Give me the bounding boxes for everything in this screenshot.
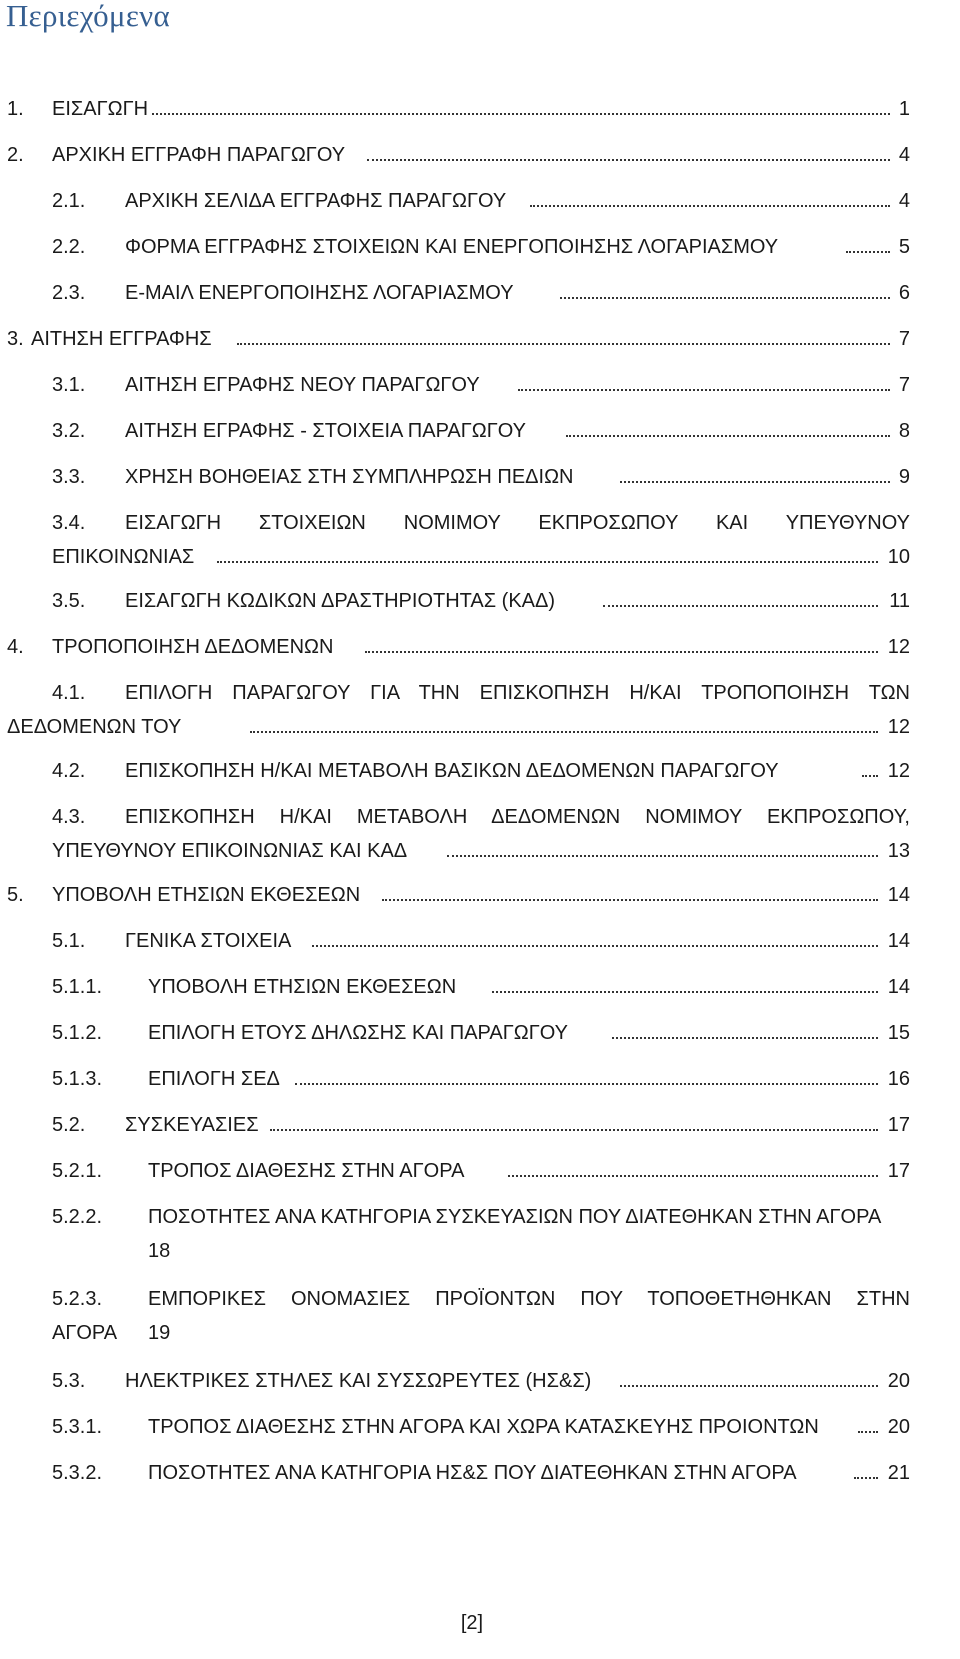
toc-entry-3-1[interactable] — [0, 370, 960, 410]
toc-page: 5 — [898, 236, 910, 258]
toc-number: 2. — [7, 144, 24, 166]
toc-label-continued: ΑΓΟΡΑ — [52, 1322, 118, 1344]
toc-page: 18 — [148, 1240, 171, 1262]
toc-leader — [367, 159, 890, 161]
toc-leader — [612, 1037, 878, 1039]
toc-page: 8 — [898, 420, 910, 442]
toc-number: 4.2. — [52, 760, 86, 782]
toc-page: 12 — [887, 760, 910, 782]
toc-entry-5-2-3[interactable] — [0, 1284, 960, 1356]
toc-leader — [518, 389, 890, 391]
toc-entry-3-2[interactable] — [0, 416, 960, 456]
toc-number: 5.2. — [52, 1114, 86, 1136]
toc-page: 15 — [887, 1022, 910, 1044]
toc-label: ΑΡΧΙΚΗ ΣΕΛΙΔΑ ΕΓΓΡΑΦΗΣ ΠΑΡΑΓΩΓΟΥ — [125, 190, 507, 212]
toc-leader — [560, 297, 890, 299]
toc-label: ΦΟΡΜΑ ΕΓΓΡΑΦΗΣ ΣΤΟΙΧΕΙΩΝ ΚΑΙ ΕΝΕΡΓΟΠΟΙΗΣΗΣ ΛΟΓΑΡΙΑΣΜΟΥ — [125, 236, 779, 258]
toc-number: 3. — [7, 328, 24, 350]
toc-number: 5.2.3. — [52, 1288, 103, 1310]
toc-label: Ε-ΜΑΙΛ ΕΝΕΡΓΟΠΟΙΗΣΗΣ ΛΟΓΑΡΙΑΣΜΟΥ — [125, 282, 514, 304]
toc-number: 5.1.2. — [52, 1022, 103, 1044]
toc-label: ΥΠΟΒΟΛΗ ΕΤΗΣΙΩΝ ΕΚΘΕΣΕΩΝ — [148, 976, 457, 998]
toc-number: 5.2.1. — [52, 1160, 103, 1182]
toc-page: 12 — [887, 636, 910, 658]
toc-page: 17 — [887, 1114, 910, 1136]
toc-leader — [152, 113, 890, 115]
toc-page: 17 — [887, 1160, 910, 1182]
toc-page: 4 — [898, 144, 910, 166]
toc-entry-5-1[interactable] — [0, 926, 960, 966]
toc-leader — [382, 899, 878, 901]
toc-entry-5-2-2[interactable] — [0, 1202, 960, 1274]
toc-page: 12 — [887, 716, 910, 738]
toc-label: ΥΠΟΒΟΛΗ ΕΤΗΣΙΩΝ ΕΚΘΕΣΕΩΝ — [52, 884, 361, 906]
toc-leader — [250, 731, 878, 733]
page-number-footer — [0, 1612, 960, 1635]
toc-number: 4. — [7, 636, 24, 658]
toc-number: 3.4. — [52, 512, 86, 534]
toc-label: ΤΡΟΠΟΠΟΙΗΣΗ ΔΕΔΟΜΕΝΩΝ — [52, 636, 334, 658]
toc-entry-3-4[interactable] — [0, 508, 960, 580]
toc-page: 14 — [887, 884, 910, 906]
toc-label: ΑΡΧΙΚΗ ΕΓΓΡΑΦΗ ΠΑΡΑΓΩΓΟΥ — [52, 144, 346, 166]
toc-entry-4[interactable] — [0, 632, 960, 672]
toc-label: ΕΠΙΛΟΓΗ ΣΕΔ — [148, 1068, 280, 1090]
toc-number: 5.3. — [52, 1370, 86, 1392]
toc-entry-4-2[interactable] — [0, 756, 960, 796]
toc-leader — [295, 1083, 878, 1085]
toc-entry-5-2-1[interactable] — [0, 1156, 960, 1196]
toc-number: 3.3. — [52, 466, 86, 488]
toc-number: 3.5. — [52, 590, 86, 612]
toc-entry-4-1[interactable] — [0, 678, 960, 750]
toc-page: 6 — [898, 282, 910, 304]
toc-leader — [237, 343, 890, 345]
toc-number: 5.1.1. — [52, 976, 103, 998]
toc-number: 4.1. — [52, 682, 86, 704]
toc-entry-2[interactable] — [0, 140, 960, 180]
toc-number: 5.2.2. — [52, 1206, 103, 1228]
toc-leader — [312, 945, 878, 947]
toc-page: 7 — [898, 374, 910, 396]
toc-entry-5-1-3[interactable] — [0, 1064, 960, 1104]
toc-label: ΕΙΣΑΓΩΓΗ ΚΩΔΙΚΩΝ ΔΡΑΣΤΗΡΙΟΤΗΤΑΣ (ΚΑΔ) — [125, 590, 556, 612]
toc-entry-4-3[interactable] — [0, 802, 960, 874]
toc-leader — [270, 1129, 878, 1131]
toc-entry-5-1-2[interactable] — [0, 1018, 960, 1058]
toc-page: 20 — [887, 1370, 910, 1392]
toc-label: ΑΙΤΗΣΗ ΕΓΓΡΑΦΗΣ — [31, 328, 212, 350]
toc-label: ΑΙΤΗΣΗ ΕΓΡΑΦΗΣ - ΣΤΟΙΧΕΙΑ ΠΑΡΑΓΩΓΟΥ — [125, 420, 527, 442]
toc-label-continued: ΔΕΔΟΜΕΝΩΝ ΤΟΥ — [7, 716, 182, 738]
toc-leader — [217, 561, 878, 563]
toc-leader — [620, 1385, 878, 1387]
toc-page: 13 — [887, 840, 910, 862]
toc-page: 7 — [898, 328, 910, 350]
toc-page: 1 — [898, 98, 910, 120]
toc-entry-3[interactable] — [0, 324, 960, 364]
toc-number: 4.3. — [52, 806, 86, 828]
toc-entry-5[interactable] — [0, 880, 960, 920]
toc-entry-2-2[interactable] — [0, 232, 960, 272]
toc-number: 2.1. — [52, 190, 86, 212]
toc-number: 5. — [7, 884, 24, 906]
toc-entry-5-3[interactable] — [0, 1366, 960, 1406]
toc-page: 21 — [887, 1462, 910, 1484]
toc-entry-3-3[interactable] — [0, 462, 960, 502]
toc-page: 11 — [889, 590, 910, 612]
toc-page: 10 — [887, 546, 910, 568]
toc-leader — [508, 1175, 878, 1177]
toc-label: ΓΕΝΙΚΑ ΣΤΟΙΧΕΙΑ — [125, 930, 292, 952]
toc-entry-5-2[interactable] — [0, 1110, 960, 1150]
toc-page: 4 — [898, 190, 910, 212]
toc-leader — [846, 251, 890, 253]
toc-page: 14 — [887, 930, 910, 952]
page-title: Περιεχόμενα — [6, 0, 171, 33]
toc-page: 16 — [887, 1068, 910, 1090]
toc-leader — [447, 855, 878, 857]
toc-page: 20 — [887, 1416, 910, 1438]
toc-leader — [858, 1431, 878, 1433]
toc-entry-5-1-1[interactable] — [0, 972, 960, 1012]
toc-number: 5.3.1. — [52, 1416, 103, 1438]
toc-label: ΤΡΟΠΟΣ ΔΙΑΘΕΣΗΣ ΣΤΗΝ ΑΓΟΡΑ ΚΑΙ ΧΩΡΑ ΚΑΤΑΣΚΕΥΗΣ ΠΡΟΙΟΝΤΩΝ — [148, 1416, 819, 1438]
toc-entry-1[interactable] — [0, 94, 960, 134]
toc-label-continued: ΕΠΙΚΟΙΝΩΝΙΑΣ — [52, 546, 195, 568]
toc-entry-5-3-2[interactable] — [0, 1458, 960, 1498]
toc-entry-5-3-1[interactable] — [0, 1412, 960, 1452]
toc-entry-3-5[interactable] — [0, 586, 960, 626]
toc-label: ΠΟΣΟΤΗΤΕΣ ΑΝΑ ΚΑΤΗΓΟΡΙΑ ΗΣ&Σ ΠΟΥ ΔΙΑΤΕΘΗΚΑΝ ΣΤΗΝ ΑΓΟΡΑ — [148, 1462, 797, 1484]
page-number: [2] — [460, 1612, 484, 1634]
toc-label: ΕΠΙΛΟΓΗ ΠΑΡΑΓΩΓΟΥ ΓΙΑ ΤΗΝ ΕΠΙΣΚΟΠΗΣΗ Η/ΚΑΙ ΤΡΟΠΟΠΟΙΗΣΗ ΤΩΝ — [125, 682, 910, 704]
toc-page: 14 — [887, 976, 910, 998]
toc-leader — [492, 991, 878, 993]
toc-label: ΣΥΣΚΕΥΑΣΙΕΣ — [125, 1114, 259, 1136]
toc-entry-2-1[interactable] — [0, 186, 960, 226]
toc-leader — [530, 205, 890, 207]
toc-label: ΤΡΟΠΟΣ ΔΙΑΘΕΣΗΣ ΣΤΗΝ ΑΓΟΡΑ — [148, 1160, 465, 1182]
toc-label: ΧΡΗΣΗ ΒΟΗΘΕΙΑΣ ΣΤΗ ΣΥΜΠΛΗΡΩΣΗ ΠΕΔΙΩΝ — [125, 466, 574, 488]
toc-number: 5.1. — [52, 930, 86, 952]
toc-leader — [566, 435, 890, 437]
toc-leader — [603, 605, 878, 607]
toc-number: 3.1. — [52, 374, 86, 396]
toc-label: ΕΙΣΑΓΩΓΗ ΣΤΟΙΧΕΙΩΝ ΝΟΜΙΜΟΥ ΕΚΠΡΟΣΩΠΟΥ ΚΑΙ ΥΠΕΥΘΥΝΟΥ — [125, 512, 910, 534]
toc-entry-2-3[interactable] — [0, 278, 960, 318]
toc-label: ΑΙΤΗΣΗ ΕΓΡΑΦΗΣ ΝΕΟΥ ΠΑΡΑΓΩΓΟΥ — [125, 374, 480, 396]
toc-number: 2.3. — [52, 282, 86, 304]
toc-number: 2.2. — [52, 236, 86, 258]
toc-leader — [365, 651, 878, 653]
toc-label: ΠΟΣΟΤΗΤΕΣ ΑΝΑ ΚΑΤΗΓΟΡΙΑ ΣΥΣΚΕΥΑΣΙΩΝ ΠΟΥ ΔΙΑΤΕΘΗΚΑΝ ΣΤΗΝ ΑΓΟΡΑ — [148, 1206, 882, 1228]
toc-number: 3.2. — [52, 420, 86, 442]
toc-page: 19 — [148, 1322, 171, 1344]
toc-label-continued: ΥΠΕΥΘΥΝΟΥ ΕΠΙΚΟΙΝΩΝΙΑΣ ΚΑΙ ΚΑΔ — [52, 840, 408, 862]
toc-leader — [620, 481, 890, 483]
toc-label: ΕΠΙΛΟΓΗ ΕΤΟΥΣ ΔΗΛΩΣΗΣ ΚΑΙ ΠΑΡΑΓΩΓΟΥ — [148, 1022, 568, 1044]
toc-label: ΗΛΕΚΤΡΙΚΕΣ ΣΤΗΛΕΣ ΚΑΙ ΣΥΣΣΩΡΕΥΤΕΣ (ΗΣ&Σ) — [125, 1370, 592, 1392]
toc-label: ΕΙΣΑΓΩΓΗ — [52, 98, 149, 120]
toc-label: ΕΠΙΣΚΟΠΗΣΗ Η/ΚΑΙ ΜΕΤΑΒΟΛΗ ΒΑΣΙΚΩΝ ΔΕΔΟΜΕΝΩΝ ΠΑΡΑΓΩΓΟΥ — [125, 760, 779, 782]
toc-leader — [854, 1477, 878, 1479]
toc-label: ΕΜΠΟΡΙΚΕΣ ΟΝΟΜΑΣΙΕΣ ΠΡΟΪΟΝΤΩΝ ΠΟΥ ΤΟΠΟΘΕΤΗΘΗΚΑΝ ΣΤΗΝ — [148, 1288, 910, 1310]
toc-number: 5.3.2. — [52, 1462, 103, 1484]
toc-number: 5.1.3. — [52, 1068, 103, 1090]
toc-label: ΕΠΙΣΚΟΠΗΣΗ Η/ΚΑΙ ΜΕΤΑΒΟΛΗ ΔΕΔΟΜΕΝΩΝ ΝΟΜΙΜΟΥ ΕΚΠΡΟΣΩΠΟΥ, — [125, 806, 910, 828]
toc-page: 9 — [898, 466, 910, 488]
toc-leader — [862, 775, 878, 777]
toc-number: 1. — [7, 98, 24, 120]
